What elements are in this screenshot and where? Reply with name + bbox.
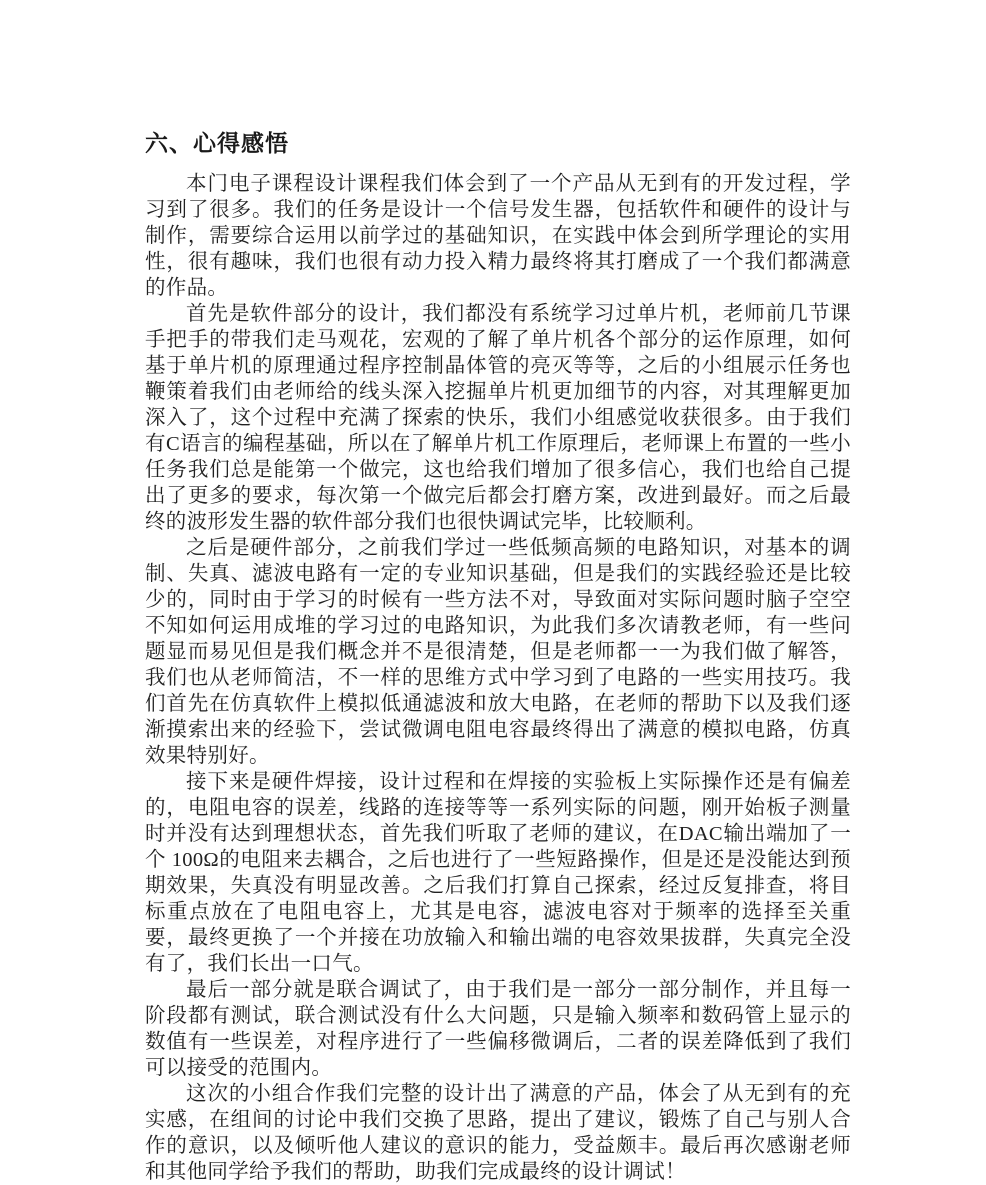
paragraph-hardware-soldering: 接下来是硬件焊接，设计过程和在焊接的实验板上实际操作还是有偏差的，电阻电容的误差，线路的连接等等一系列实际的问题，刚开始板子测量时并没有达到理想状态，首先我们听取了老师的建议，在DAC输出端加了一个 100Ω的电阻来去耦合，之后也进行了一些短路操作，但是还是没能达到预期效果，失真没有明显改善。之后我们打算自己探索，经过反复排查，将目标重点放在了电阻电容上，尤其是电容，滤波电容对于频率的选择至关重要，最终更换了一个并接在功放输入和输出端的电容效果拔群，失真完全没有了，我们长出一口气。 [145, 771, 851, 975]
paragraph-joint-debugging: 最后一部分就是联合调试了，由于我们是一部分一部分制作，并且每一阶段都有测试，联合测试没有什么大问题，只是输入频率和数码管上显示的数值有一些误差，对程序进行了一些偏移微调后，二者的误差降低到了我们可以接受的范围内。 [145, 979, 851, 1079]
paragraph-conclusion: 这次的小组合作我们完整的设计出了满意的产品，体会了从无到有的充实感，在组间的讨论中我们交换了思路，提出了建议，锻炼了自己与别人合作的意识，以及倾听他人建议的意识的能力，受益颇丰。最后再次感谢老师和其他同学给予我们的帮助，助我们完成最终的设计调试！ [145, 1083, 851, 1183]
section-heading: 六、心得感悟 [145, 130, 289, 156]
document-content [145, 128, 851, 1185]
paragraph-hardware-circuit: 之后是硬件部分，之前我们学过一些低频高频的电路知识，对基本的调制、失真、滤波电路有一定的专业知识基础，但是我们的实践经验还是比较少的，同时由于学习的时候有一些方法不对，导致面对实际问题时脑子空空不知如何运用成堆的学习过的电路知识，为此我们多次请教老师，有一些问题显而易见但是我们概念并不是很清楚，但是老师都一一为我们做了解答，我们也从老师简洁，不一样的思维方式中学习到了电路的一些实用技巧。我们首先在仿真软件上模拟低通滤波和放大电路，在老师的帮助下以及我们逐渐摸索出来的经验下，尝试微调电阻电容最终得出了满意的模拟电路，仿真效果特别好。 [145, 537, 851, 767]
paragraph-intro: 本门电子课程设计课程我们体会到了一个产品从无到有的开发过程，学习到了很多。我们的任务是设计一个信号发生器，包括软件和硬件的设计与制作，需要综合运用以前学过的基础知识，在实践中体会到所学理论的实用性，很有趣味，我们也很有动力投入精力最终将其打磨成了一个我们都满意的作品。 [145, 173, 851, 299]
paragraph-software-design: 首先是软件部分的设计，我们都没有系统学习过单片机，老师前几节课手把手的带我们走马观花，宏观的了解了单片机各个部分的运作原理，如何基于单片机的原理通过程序控制晶体管的亮灭等等，之后的小组展示任务也鞭策着我们由老师给的线头深入挖掘单片机更加细节的内容，对其理解更加深入了，这个过程中充满了探索的快乐，我们小组感觉收获很多。由于我们有C语言的编程基础，所以在了解单片机工作原理后，老师课上布置的一些小任务我们总是能第一个做完，这也给我们增加了很多信心，我们也给自己提出了更多的要求，每次第一个做完后都会打磨方案，改进到最好。而之后最终的波形发生器的软件部分我们也很快调试完毕，比较顺利。 [145, 303, 851, 533]
